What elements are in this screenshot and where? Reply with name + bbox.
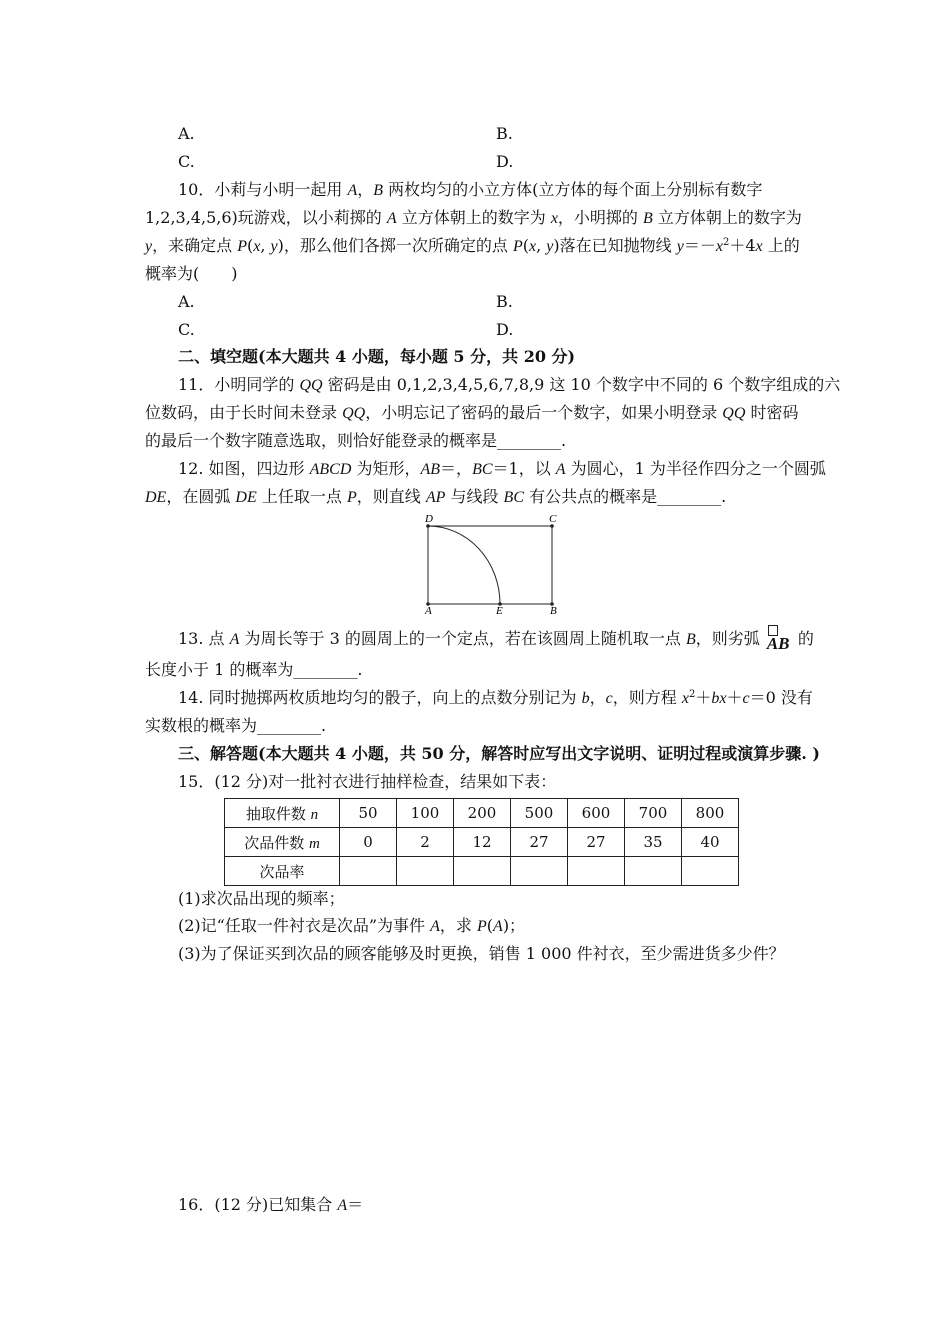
section-2-heading: 二、填空题(本大题共 4 小题，每小题 5 分，共 20 分) (178, 347, 576, 366)
table-cell: 50 (340, 799, 397, 828)
arc-de (428, 526, 500, 604)
q14-line-2: 实数根的概率为________. (145, 716, 327, 735)
table-cell: 700 (625, 799, 682, 828)
q15-part-2: (2)记“任取一件衬衣是次品”为事件 A，求 P(A)； (178, 916, 526, 935)
table-cell: 40 (682, 828, 739, 857)
table-cell: 2 (397, 828, 454, 857)
q10-option-d: D. (496, 320, 514, 339)
table-cell (511, 857, 568, 886)
label-d: D (425, 513, 433, 525)
table-cell: 35 (625, 828, 682, 857)
table-row (225, 857, 739, 886)
q10-line-1: 10．小莉与小明一起用 A，B 两枚均匀的小立方体(立方体的每个面上分别标有数字 (178, 180, 763, 199)
section-3-heading: 三、解答题(本大题共 4 小题，共 50 分，解答时应写出文字说明、证明过程或演算步骤. ) (178, 744, 820, 763)
q10-line-4: 概率为( ) (145, 264, 238, 283)
q9-option-d: D. (496, 152, 514, 171)
table-cell (682, 857, 739, 886)
q10-option-c: C. (178, 320, 195, 339)
q16-text: 16．(12 分)已知集合 A＝ (178, 1195, 364, 1214)
table-cell: 200 (454, 799, 511, 828)
label-a: A (425, 605, 432, 616)
arc-ab-symbol: AB (765, 629, 793, 649)
row-header-sampled: 抽取件数 n (225, 799, 340, 828)
q9-option-b: B. (496, 124, 513, 143)
q11-line-1: 11．小明同学的 QQ 密码是由 0,1,2,3,4,5,6,7,8,9 这 10 个数字中不同的 6 个数字组成的六 (178, 375, 841, 394)
sampling-table (224, 798, 739, 886)
q15-part-3: (3)为了保证买到次品的顾客能够及时更换，销售 1 000 件衬衣，至少需进货多少件？ (178, 944, 785, 963)
row-header-defective: 次品件数 m (225, 828, 340, 857)
q12-line-2: DE，在圆弧 DE 上任取一点 P，则直线 AP 与线段 BC 有公共点的概率是________. (145, 487, 727, 506)
q10-option-a: A. (178, 292, 195, 311)
q11-line-3: 的最后一个数字随意选取，则恰好能登录的概率是________. (145, 431, 567, 450)
table-cell: 100 (397, 799, 454, 828)
q13-line-2: 长度小于 1 的概率为________. (145, 660, 363, 679)
label-c: C (549, 513, 557, 525)
q13-line-1: 13. 点 A 为周长等于 3 的圆周上的一个定点，若在该圆周上随机取一点 B，则劣弧 AB 的 (178, 629, 814, 650)
table-cell: 27 (511, 828, 568, 857)
table-cell: 800 (682, 799, 739, 828)
table-row (225, 828, 739, 857)
table-cell (454, 857, 511, 886)
table-cell (397, 857, 454, 886)
rectangle-arc-figure (418, 512, 568, 616)
table-cell: 500 (511, 799, 568, 828)
q9-option-c: C. (178, 152, 195, 171)
q12-line-1: 12. 如图，四边形 ABCD 为矩形，AB＝，BC＝1，以 A 为圆心，1 为半径作四分之一个圆弧 (178, 459, 826, 478)
q15-part-1: (1)求次品出现的频率； (178, 889, 345, 908)
label-e: E (496, 605, 503, 616)
table-cell (625, 857, 682, 886)
q14-line-1: 14. 同时抛掷两枚质地均匀的骰子，向上的点数分别记为 b，c，则方程 $x^2+bx+c=0$ 没有 (178, 688, 813, 707)
q9-option-a: A. (178, 124, 195, 143)
table-cell: 12 (454, 828, 511, 857)
q15-intro: 15．(12 分)对一批衬衣进行抽样检查，结果如下表： (178, 772, 557, 791)
table-cell: 600 (568, 799, 625, 828)
table-row (225, 799, 739, 828)
q10-option-b: B. (496, 292, 513, 311)
row-header-rate: 次品率 (225, 857, 340, 886)
label-b: B (550, 605, 557, 616)
table-cell (340, 857, 397, 886)
table-cell: 0 (340, 828, 397, 857)
q10-line-3: y，来确定点 P(x, y)，那么他们各掷一次所确定的点 P(x, y)落在已知抛物线 $y=-x^2+4x$ 上的 (145, 236, 800, 255)
table-cell: 27 (568, 828, 625, 857)
q10-line-2: 1,2,3,4,5,6)玩游戏，以小莉掷的 A 立方体朝上的数字为 x，小明掷的 B 立方体朝上的数字为 (145, 208, 802, 227)
q11-line-2: 位数码，由于长时间未登录 QQ，小明忘记了密码的最后一个数字，如果小明登录 QQ 时密码 (145, 403, 799, 422)
table-cell (568, 857, 625, 886)
